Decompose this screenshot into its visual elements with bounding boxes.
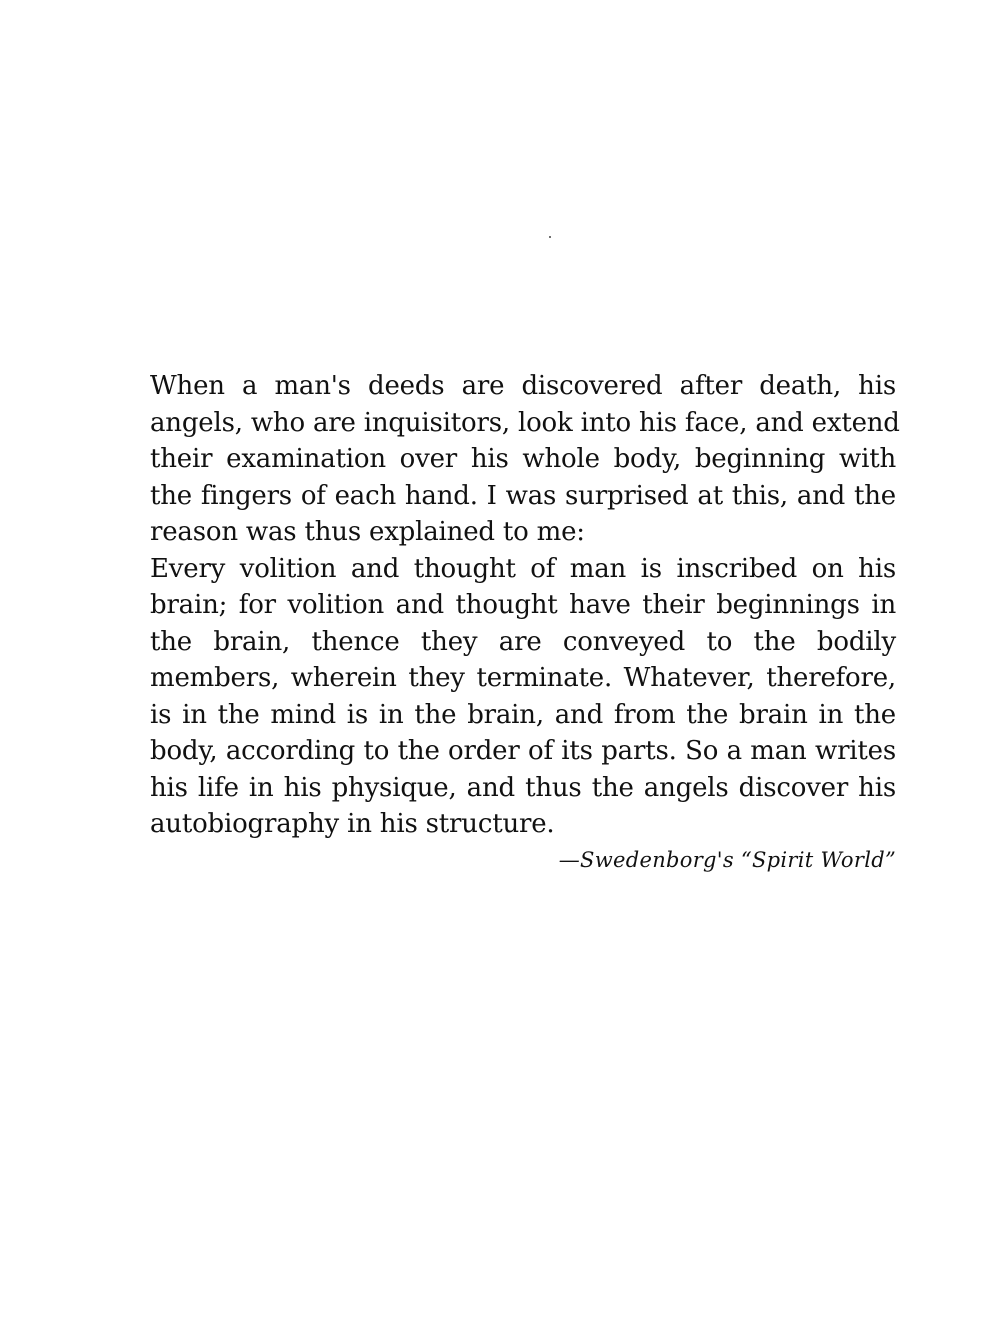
quote-paragraph-2 <box>150 551 896 843</box>
text-line: angels, who are inquisitors, look into his face, and extend <box>150 407 900 438</box>
text-line: autobiography in his structure. <box>150 809 555 839</box>
text-line: is in the mind is in the brain, and from the brain in the <box>150 699 896 730</box>
text-line: the brain, thence they are conveyed to the bodily <box>150 626 896 657</box>
print-speck <box>549 236 551 238</box>
quote-attribution: —Swedenborg's “Spirit World” <box>558 847 896 872</box>
quote-paragraph-1 <box>150 368 900 551</box>
text-line: When a man's deeds are discovered after death, his <box>150 371 896 401</box>
text-line: his life in his physique, and thus the angels discover his <box>150 772 896 803</box>
text-line: Every volition and thought of man is inscribed on his <box>150 553 896 584</box>
text-line: body, according to the order of its parts. So a man writes <box>150 736 896 766</box>
epigraph-quote <box>150 368 900 875</box>
text-line: members, wherein they terminate. Whatever, therefore, <box>150 663 896 693</box>
text-line: brain; for volition and thought have their beginnings in <box>150 590 896 620</box>
text-line: the fingers of each hand. I was surprised at this, and the <box>150 480 896 511</box>
text-line: their examination over his whole body, beginning with <box>150 444 896 474</box>
text-line: reason was thus explained to me: <box>150 517 585 547</box>
